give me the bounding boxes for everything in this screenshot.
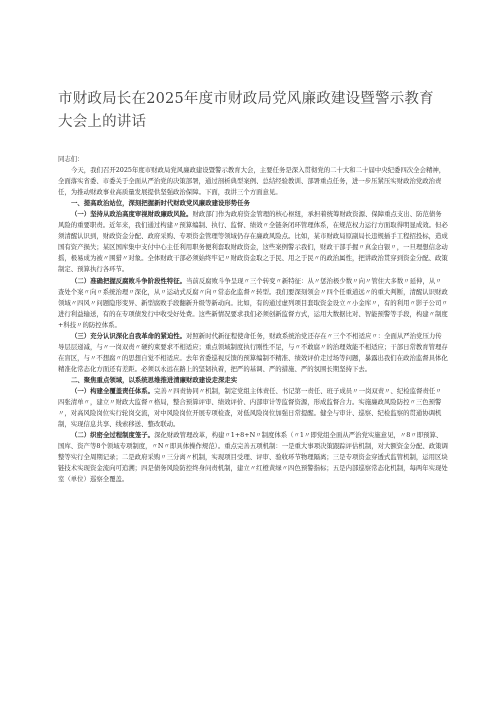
speech-title: 市财政局长在2025年度市财政局党风廉政建设暨警示教育大会上的讲话	[58, 91, 434, 130]
section-1-paragraph-3	[58, 331, 448, 375]
paragraph-text: 财政部门作为政府资金管理的核心枢纽，承担着统筹财政资源、保障重点支出、防范债务风险的重要职责。近年来，我们通过构建〃预算编制、执行、监督、绩效〃全链条闭环管理体系，在规范权力运行方面取得明显成效。但必须清醒认识到，财政资金分配、政府采购、专项资金管理等领域仍存在廉政风险点。比如，某市财政局原副局长违规插手工程招投标，造成国有资产损失；某区国库集中支付中心主任利用职务便利套取财政资金，这些案例警示我们，财政干部手握〃真金白银〃，一旦理想信念动摇，极易成为被〃围猎〃对象。全体财政干部必须始终牢记〃财政资金取之于民、用之于民〃的政治属性，把讲政治贯穿到资金分配、政策制定、预算执行各环节。	[58, 210, 448, 274]
paragraph-lead: （一）构建全覆盖责任体系。	[71, 386, 155, 395]
section-2-paragraph-1	[58, 386, 448, 430]
paragraph-lead: （一）坚持从政治高度审视财政廉政风险。	[71, 210, 193, 219]
section-1-heading: 一、提高政治站位，深刻把握新时代财政党风廉政建设形势任务	[71, 199, 250, 208]
paragraph-text: 完善〃四责协同〃机制，制定党组主体责任、书记第一责任、班子成员〃一岗双责〃、纪检监督责任〃四张清单〃，建立〃财政大监督〃格局，整合预算评审、绩效评价、内部审计等监督资源，形成监督合力。实施廉政风险防控〃三色预警〃，对高风险岗位实行轮岗交流，对中风险岗位开展专项检查，对低风险岗位加强日常提醒。健全与审计、巡察、纪检监察的贯通协调机制，实现信息共享、线索移送、整改联动。	[58, 386, 442, 429]
paragraph-text: 对照新时代新征程使命任务，财政系统治党还存在〃三个不相适应〃：全面从严治党压力传导层层递减，与〃一岗双责〃硬约束要求不相适应；重点领域制度执行刚性不足，与〃不敢腐〃的治理效能不相适应；干部日常教育管理存在盲区，与〃不想腐〃的思想自觉不相适应。去年省委巡视反馈的预算编制不精准、绩效评价走过场等问题，暴露出我们在政治监督具体化精准化常态化方面还有差距。必须以永远在路上的坚韧执着，把严的基调、严的措施、严的氛围长期坚持下去。	[58, 331, 448, 373]
intro-paragraph: 今天，我们召开2025年度市财政局党风廉政建设暨警示教育大会，主要任务是深入贯彻党的二十大和二十届中央纪委四次全会精神，全面落实省委、市委关于全面从严治党的决策部署，通过剖析典型案例、总结经验教训、部署重点任务，进一步压紧压实财政治党政治责任，为推动财政事业高质量发展提供坚强政治保障。下面，我讲三个方面意见。	[58, 166, 446, 197]
section-1-paragraph-1	[58, 209, 448, 275]
paragraph-text: 深化财政管理改革，构建〃1+8+N〃制度体系（〃1〃即党组全面从严治党实施意见，〃8〃即预算、国库、资产等8个领域专项制度，〃N〃即具体操作规范）。重点完善五项机制：一是重大事项决策跟踪评估机制，对大额资金分配、政策调整等实行全周期记录；二是政府采购〃三分离〃机制，实现项目受理、评审、验收环节物理隔离；三是专项资金穿透式监管机制，运用区块链技术实现资金流向可追溯；四是债务风险防控终身问责机制，建立〃红橙黄绿〃四色预警指标；五是内部巡察常态化机制，每两年实现处室（单位）巡察全覆盖。	[58, 431, 448, 484]
paragraph-text: 当前反腐败斗争呈现〃三个转变〃新特征：从〃惩治极少数〃向〃管住大多数〃延伸，从〃查处个案〃向〃系统治理〃深化，从〃运动式反腐〃向〃常态化监督〃转型。我们要深刻领会〃四个任重道远〃的重大判断，清醒认识财政领域〃四风〃问题隐形变异、新型腐败手段翻新升级等新动向。比如，有的通过虚列项目套取资金设立〃小金库〃，有的利用〃影子公司〃进行利益输送，有的在专项债发行中收受好处费。这些新情况要求我们必须创新监督方式，运用大数据比对、智能预警等手段，构建〃制度+科技〃的防控体系。	[58, 276, 448, 329]
paragraph-lead: （二）准确把握反腐败斗争阶段性特征。	[71, 276, 187, 285]
greeting: 同志们：	[58, 155, 84, 163]
paragraph-lead: （二）织密全过程制度笼子。	[71, 431, 155, 440]
speech-body	[58, 154, 448, 485]
section-2-heading: 二、聚焦重点领域，以系统思维推进清廉财政建设走深走实	[71, 375, 238, 384]
section-2-paragraph-2	[58, 430, 448, 485]
paragraph-lead: （三）充分认识深化自我革命的紧迫性。	[71, 331, 187, 340]
section-1-paragraph-2	[58, 276, 448, 331]
